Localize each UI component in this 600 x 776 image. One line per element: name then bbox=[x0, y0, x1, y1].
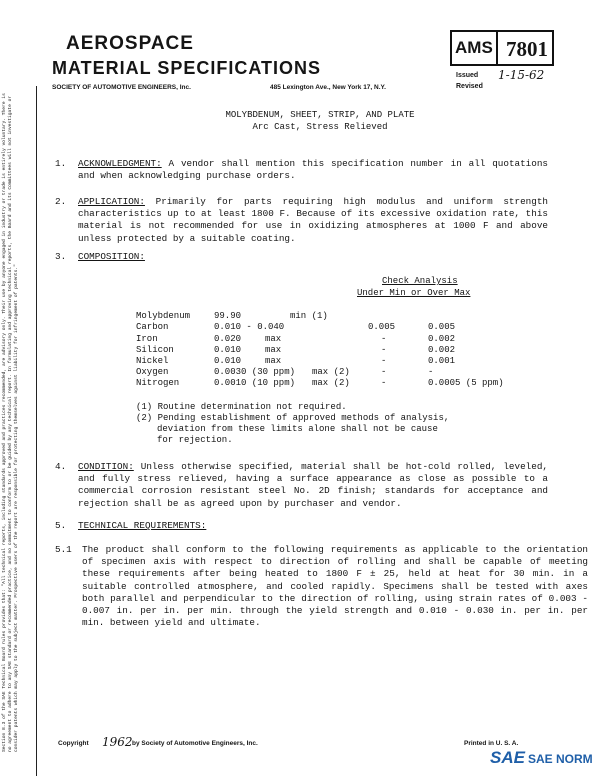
section-2-paragraph bbox=[78, 196, 548, 245]
composition-over-max: 0.005 bbox=[428, 322, 456, 332]
composition-element: Carbon bbox=[136, 322, 169, 332]
composition-over-max: 0.002 bbox=[428, 345, 456, 355]
section-3-heading: COMPOSITION: bbox=[78, 251, 145, 262]
composition-note-2-line-2: deviation from these limits alone shall not be cause bbox=[157, 424, 438, 434]
composition-note-2-line-3: for rejection. bbox=[157, 435, 233, 445]
composition-over-max: 0.002 bbox=[428, 334, 456, 344]
composition-qualifier: min (1) bbox=[290, 311, 328, 321]
composition-limit: 99.90 bbox=[214, 311, 242, 321]
section-2-text: Primarily for parts requiring high modulus and uniform strength characteristics up to at least 1800 F. Because of its excessive oxidation rate, this material is not recommended for use in oxidizing atmospheres at 1000 F and above unless protected by a suitable coating. bbox=[78, 196, 548, 244]
composition-element: Iron bbox=[136, 334, 158, 344]
header-society-name: SOCIETY OF AUTOMOTIVE ENGINEERS, Inc. bbox=[52, 84, 191, 91]
composition-limit: 0.0010 (10 ppm) bbox=[214, 378, 296, 388]
composition-under-min: 0.005 bbox=[368, 322, 396, 332]
composition-qualifier: max (2) bbox=[312, 378, 350, 388]
header-society-address: 485 Lexington Ave., New York 17, N.Y. bbox=[270, 84, 386, 91]
footer-printed-in: Printed in U. S. A. bbox=[464, 740, 519, 747]
composition-limit: 0.010 bbox=[214, 356, 242, 366]
composition-under-min: - bbox=[381, 378, 387, 388]
section-5-1-paragraph: The product shall conform to the following requirements as applicable to the orientation of specimen axis with respect to direction of rolling and shall be capable of meeting these requirements after being heated to 1800 F ± 25, held at heat for 30 min. in a suitable controlled atmosphere, and cooled rapidly. Specimens shall be tested with axes both parallel and perpendicular to the direction of rolling, using strain rates of 0.003 - 0.007 in. per in. per min. through the yield strength and 0.010 - 0.030 in. per in. per min. between yield and ultimate. bbox=[82, 544, 588, 629]
composition-under-min: - bbox=[381, 345, 387, 355]
section-1-heading: ACKNOWLEDGMENT: bbox=[78, 158, 162, 169]
section-2-heading: APPLICATION: bbox=[78, 196, 145, 207]
composition-limit: 0.010 - 0.040 bbox=[214, 322, 285, 332]
sae-technical-board-note: Section 8.3 of the SAE Technical Board rules provides that: "All technical reports, including standards approved and practices recommended, are advisory only. Their use by anyone engaged in industry or trade is entirely voluntary. There is no agreement to adhere to any SAE standard or recommended practice, and no commitment to conform to or be guided by any technical report. In formulating and approving technical reports, the Board and its Committees will not investigate or consider patents which may apply to the subject matter. Prospective users of the report are responsible for protecting themselves against liability for infringement of patents." bbox=[2, 93, 19, 752]
check-analysis-header: Check Analysis bbox=[382, 276, 458, 286]
sae-norm-text: SAE NORM bbox=[528, 752, 593, 766]
composition-under-min: - bbox=[381, 356, 387, 366]
ams-number: 7801 bbox=[506, 37, 548, 61]
composition-element: Silicon bbox=[136, 345, 174, 355]
document-subtitle: Arc Cast, Stress Relieved bbox=[252, 122, 388, 132]
footer-copyright-year: 1962 bbox=[102, 735, 133, 749]
composition-limit: 0.0030 (30 ppm) bbox=[214, 367, 296, 377]
composition-qualifier: max bbox=[265, 334, 282, 344]
section-1-text: A vendor shall mention this specification number in all quotations and when acknowledging purchase orders. bbox=[78, 158, 548, 182]
composition-over-max: - bbox=[428, 367, 434, 377]
section-4-heading: CONDITION: bbox=[78, 461, 134, 472]
composition-limit: 0.020 bbox=[214, 334, 242, 344]
composition-qualifier: max (2) bbox=[312, 367, 350, 377]
section-4-number: 4. bbox=[55, 461, 67, 472]
check-analysis-subheader: Under Min or Over Max bbox=[357, 288, 471, 298]
composition-over-max: 0.001 bbox=[428, 356, 456, 366]
section-5-number: 5. bbox=[55, 520, 67, 531]
composition-qualifier: max bbox=[265, 345, 282, 355]
composition-under-min: - bbox=[381, 334, 387, 344]
section-2-number: 2. bbox=[55, 196, 67, 207]
section-4-text: Unless otherwise specified, material shall be hot-cold rolled, leveled, and fully stress relieved, having a surface appearance as close as possible to a commercial corrosion resistant steel No. 2D finish; standards for acceptance and rejection shall be as agreed upon by purchaser and vendor. bbox=[78, 461, 548, 509]
issued-label: Issued bbox=[456, 72, 479, 79]
header-line-aerospace: AEROSPACE bbox=[66, 33, 194, 54]
sae-norm-logo: SAE bbox=[490, 748, 525, 767]
left-margin-rule bbox=[36, 86, 37, 776]
composition-over-max: 0.0005 (5 ppm) bbox=[428, 378, 504, 388]
footer-copyright-owner: by Society of Automotive Engineers, Inc. bbox=[132, 740, 258, 747]
revised-label: Revised bbox=[456, 83, 483, 90]
composition-limit: 0.010 bbox=[214, 345, 242, 355]
section-4-paragraph bbox=[78, 461, 548, 510]
composition-element: Oxygen bbox=[136, 367, 169, 377]
composition-element: Nitrogen bbox=[136, 378, 180, 388]
footer-copyright-label: Copyright bbox=[58, 740, 89, 747]
composition-under-min: - bbox=[381, 367, 387, 377]
header-line-material-specifications: MATERIAL SPECIFICATIONS bbox=[52, 58, 322, 78]
ams-box-divider bbox=[496, 30, 498, 66]
section-5-heading: TECHNICAL REQUIREMENTS: bbox=[78, 520, 207, 531]
section-3-number: 3. bbox=[55, 251, 67, 262]
document-title: MOLYBDENUM, SHEET, STRIP, AND PLATE bbox=[225, 110, 415, 120]
issued-date: 1-15-62 bbox=[498, 68, 545, 82]
composition-element: Nickel bbox=[136, 356, 169, 366]
section-1-paragraph bbox=[78, 158, 548, 182]
composition-note-1: (1) Routine determination not required. bbox=[136, 402, 347, 412]
composition-note-2: (2) Pending establishment of approved methods of analysis, bbox=[136, 413, 450, 423]
section-5-1-number: 5.1 bbox=[55, 544, 72, 555]
composition-qualifier: max bbox=[265, 356, 282, 366]
composition-element: Molybdenum bbox=[136, 311, 191, 321]
ams-label: AMS bbox=[455, 38, 493, 57]
section-1-number: 1. bbox=[55, 158, 67, 169]
